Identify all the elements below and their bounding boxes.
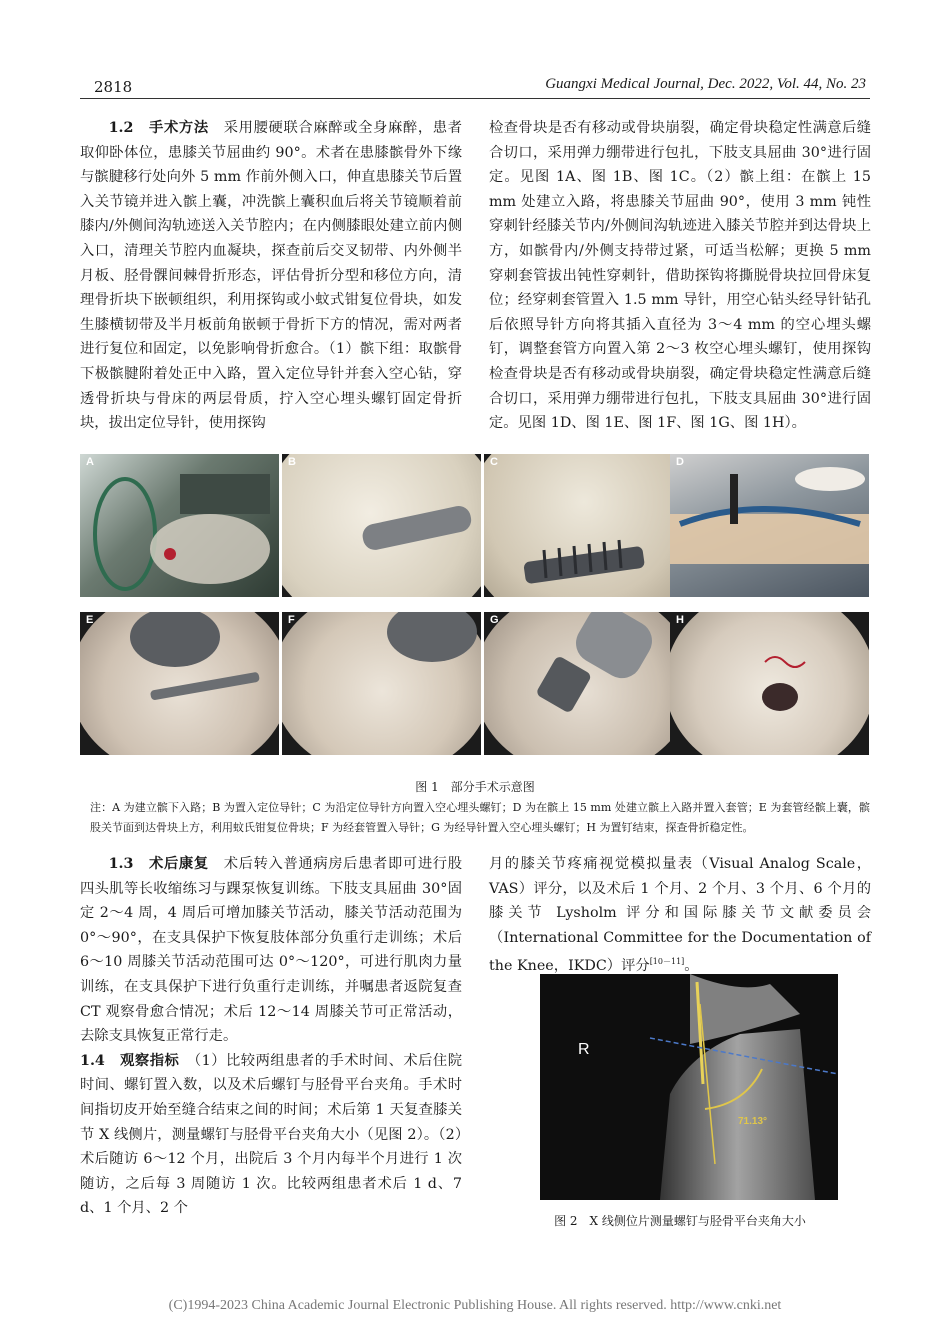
column-left-bottom [80, 852, 462, 1221]
citation: [10－11] [649, 957, 685, 967]
figure-2-caption: 图 2 X 线侧位片测量螺钉与胫骨平台夹角大小 [554, 1214, 806, 1228]
section-1-4-text-end: 。 [684, 958, 699, 975]
figure-1-panel-f [282, 612, 481, 755]
column-right-bottom [489, 852, 871, 979]
panel-label-d: D [676, 456, 684, 468]
journal-header: Guangxi Medical Journal, Dec. 2022, Vol. 44, No. 23 [545, 76, 866, 92]
mosquito-forceps-image [80, 612, 279, 755]
fixation-result-image [670, 612, 869, 755]
guide-pin-image [282, 454, 481, 597]
header-rule [80, 98, 870, 99]
figure-1-caption: 图 1 部分手术示意图 [415, 780, 535, 794]
section-1-4-heading: 1.4 观察指标 [80, 1052, 180, 1069]
page-number: 2818 [94, 78, 133, 96]
column-left-top [80, 116, 462, 436]
section-1-2-text-right: 检查骨块是否有移动或骨块崩裂，确定骨块稳定性满意后缝合切口，采用弹力绷带进行包扎，下肢支具屈曲 30°进行固定。见图 1A、图 1B、图 1C。（2）髌上组：在髌上 15 mm 处建立入路，将患膝关节屈曲 90°，使用 3 mm 钝性穿刺针经膝关节内/外侧间沟轨迹进入膝关节腔并到达骨块上方，如髌骨内/外侧支持带过紧，可适当松解；更换 5 mm 穿刺套管拔出钝性穿刺针，借助探钩将撕脱骨块拉回骨床复位；经穿刺套管置入 1.5 mm 导针，用空心钻头经导针钻孔后依照导针方向将其插入直径为 3～4 mm 的空心埋头螺钉，调整套管方向置入第 2～3 枚空心埋头螺钉，使用探钩检查骨块是否有移动或骨块崩裂，确定骨块稳定性满意后缝合切口，采用弹力绷带进行包扎，下肢支具屈曲 30°进行固定。见图 1D、图 1E、图 1F、图 1G、图 1H）。 [489, 120, 872, 432]
panel-label-g: G [490, 614, 499, 626]
panel-label-f: F [288, 614, 295, 626]
panel-label-c: C [490, 456, 498, 468]
figure-1-panel-c [484, 454, 683, 597]
panel-label-e: E [86, 614, 94, 626]
cannula-image [282, 612, 481, 755]
figure-1-panel-b [282, 454, 481, 597]
xray-image [540, 974, 838, 1200]
section-1-2-text-left: 采用腰硬联合麻醉或全身麻醉，患者取仰卧体位，患膝关节屈曲约 90°。术者在患膝髌骨外下缘与髌腱移行处向外 5 mm 作前外侧入口，伸直患膝关节后置入关节镜并进入髌上囊，冲洗髌上囊积血后将关节镜顺着前膝内/外侧间沟轨迹送入关节腔内；在内侧膝眼处建立前内侧入口，清理关节腔内血凝块，探查前后交叉韧带、内外侧半月板、胫骨髁间棘骨折形态，评估骨折分型和移位方向，清理骨折块下嵌顿组织，利用探钩或小蚊式钳复位骨块，如发生膝横韧带及半月板前角嵌顿于骨折下方的情况，需对两者进行复位和固定，以免影响骨折愈合。（1）髌下组：取髌骨下极髌腱附着处正中入路，置入定位导针并套入空心钻，穿透骨折块与骨床的两层骨质，拧入空心埋头螺钉固定骨折块，拔出定位导针，使用探钩 [80, 120, 463, 432]
section-1-4-text-left: （1）比较两组患者的手术时间、术后住院时间、螺钉置入数，以及术后螺钉与胫骨平台夹角。手术时间指切皮开始至缝合结束之间的时间；术后第 1 天复查膝关节 X 线侧片，测量螺钉与胫骨平台夹角大小（见图 2）。（2）术后随访 6～12 个月，出院后 3 个月内每半个月进行 1 次随访，之后每 3 周随访 1 次。比较两组患者术后 1 d、7 d、1 个月、2 个 [80, 1052, 462, 1217]
column-right-top [489, 116, 871, 436]
figure-1-panel-d [670, 454, 869, 597]
panel-label-b: B [288, 456, 296, 468]
screw-image [484, 454, 683, 597]
surgery-scene-image [80, 454, 279, 597]
figure-1-panel-a [80, 454, 279, 597]
section-1-3-text: 术后转入普通病房后患者即可进行股四头肌等长收缩练习与踝泵恢复训练。下肢支具屈曲 30°固定 2～4 周，4 周后可增加膝关节活动，膝关节活动范围为 0°～90°，在支具保护下恢复肢体部分负重行走训练；术后 6～10 周膝关节活动范围可达 0°～120°，可进行肌肉力量训练，在支具保护下进行负重行走训练，并嘱患者返院复查 CT 观察骨愈合情况；术后 12～14 周膝关节可正常活动，去除支具恢复正常行走。 [80, 856, 463, 1045]
xray-side-marker: R [578, 1041, 590, 1058]
figure-1-panel-g [484, 612, 683, 755]
figure-1-panel-h [670, 612, 869, 755]
figure-2-xray [540, 974, 838, 1200]
suprapatellar-portal-image [670, 454, 869, 597]
figure-1-panel-e [80, 612, 279, 755]
section-1-4-text-right: 月的膝关节疼痛视觉模拟量表（Visual Analog Scale，VAS）评分，以及术后 1 个月、2 个月、3 个月、6 个月的膝关节 Lysholm 评分和国际膝关节文献委员会（International Committee for the Documentation of the Knee，IKDC）评分 [489, 856, 871, 975]
copyright-footer: (C)1994-2023 China Academic Journal Electronic Publishing House. All rights reserved. http://www.cnki.net [168, 1298, 782, 1313]
section-1-2-heading: 1.2 手术方法 [108, 120, 209, 136]
screw-insertion-image [484, 612, 683, 755]
panel-label-h: H [676, 614, 684, 626]
panel-label-a: A [86, 456, 94, 468]
figure-1-note: 注：A 为建立髌下入路；B 为置入定位导针；C 为沿定位导针方向置入空心埋头螺钉；D 为在髌上 15 mm 处建立髌上入路并置入套管；E 为套管经髌上囊，髌股关节面到达骨块上方，利用蚊氏钳复位骨块；F 为经套管置入导针；G 为经导针置入空心埋头螺钉；H 为置钉结束，探查骨折稳定性。 [90, 801, 870, 834]
xray-angle-label: 71.13° [738, 1116, 768, 1127]
section-1-3-heading: 1.3 术后康复 [108, 856, 209, 872]
